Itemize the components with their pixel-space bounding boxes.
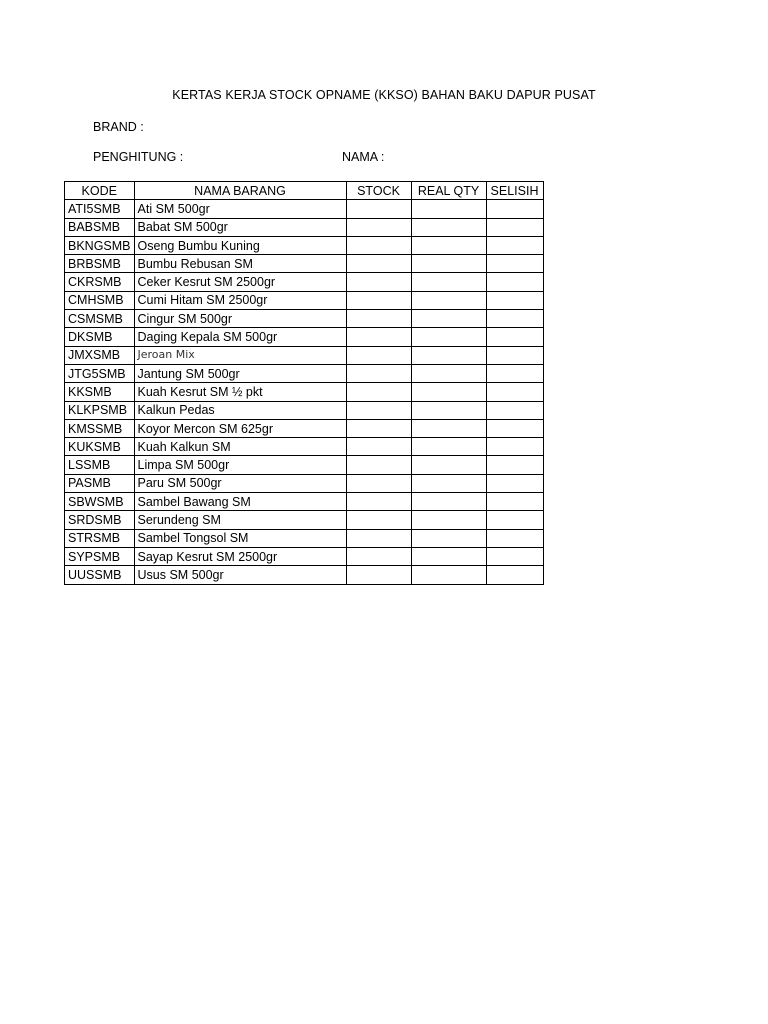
cell-stock	[346, 566, 411, 584]
cell-selisih	[486, 310, 543, 328]
table-row	[65, 438, 544, 456]
cell-stock	[346, 364, 411, 382]
cell-stock	[346, 401, 411, 419]
cell-selisih	[486, 547, 543, 565]
cell-selisih	[486, 566, 543, 584]
cell-nama-barang: Serundeng SM	[134, 511, 346, 529]
cell-real-qty	[411, 273, 486, 291]
cell-selisih	[486, 218, 543, 236]
cell-selisih	[486, 200, 543, 218]
cell-selisih	[486, 383, 543, 401]
cell-kode: CSMSMB	[65, 310, 135, 328]
table-row	[65, 291, 544, 309]
cell-selisih	[486, 493, 543, 511]
stock-opname-table	[64, 181, 544, 585]
table-row	[65, 511, 544, 529]
cell-selisih	[486, 346, 543, 364]
counter-label: PENGHITUNG :	[93, 150, 184, 164]
cell-kode: UUSSMB	[65, 566, 135, 584]
cell-real-qty	[411, 218, 486, 236]
cell-real-qty	[411, 493, 486, 511]
table-row	[65, 566, 544, 584]
cell-real-qty	[411, 456, 486, 474]
cell-nama-barang: Jeroan Mix	[134, 346, 346, 364]
cell-real-qty	[411, 346, 486, 364]
table-row	[65, 200, 544, 218]
cell-selisih	[486, 419, 543, 437]
cell-kode: PASMB	[65, 474, 135, 492]
cell-kode: SYPSMB	[65, 547, 135, 565]
cell-nama-barang: Kalkun Pedas	[134, 401, 346, 419]
table-row	[65, 310, 544, 328]
cell-real-qty	[411, 310, 486, 328]
cell-selisih	[486, 236, 543, 254]
cell-kode: BRBSMB	[65, 255, 135, 273]
cell-stock	[346, 493, 411, 511]
cell-stock	[346, 291, 411, 309]
table-row	[65, 529, 544, 547]
cell-kode: CKRSMB	[65, 273, 135, 291]
cell-real-qty	[411, 474, 486, 492]
cell-selisih	[486, 328, 543, 346]
cell-stock	[346, 346, 411, 364]
cell-real-qty	[411, 419, 486, 437]
cell-selisih	[486, 255, 543, 273]
cell-stock	[346, 218, 411, 236]
cell-kode: DKSMB	[65, 328, 135, 346]
cell-nama-barang: Babat SM 500gr	[134, 218, 346, 236]
table-row	[65, 456, 544, 474]
cell-nama-barang: Paru SM 500gr	[134, 474, 346, 492]
header-nama-barang: NAMA BARANG	[134, 182, 346, 200]
cell-selisih	[486, 511, 543, 529]
cell-kode: SRDSMB	[65, 511, 135, 529]
table-row	[65, 401, 544, 419]
cell-real-qty	[411, 328, 486, 346]
table-row	[65, 218, 544, 236]
cell-stock	[346, 310, 411, 328]
cell-selisih	[486, 291, 543, 309]
table-row	[65, 383, 544, 401]
cell-kode: BKNGSMB	[65, 236, 135, 254]
cell-nama-barang: Kuah Kalkun SM	[134, 438, 346, 456]
cell-stock	[346, 474, 411, 492]
table-row	[65, 419, 544, 437]
cell-nama-barang: Ceker Kesrut SM 2500gr	[134, 273, 346, 291]
cell-nama-barang: Sambel Tongsol SM	[134, 529, 346, 547]
cell-selisih	[486, 474, 543, 492]
cell-real-qty	[411, 364, 486, 382]
cell-nama-barang: Bumbu Rebusan SM	[134, 255, 346, 273]
cell-stock	[346, 236, 411, 254]
cell-nama-barang: Kuah Kesrut SM ½ pkt	[134, 383, 346, 401]
cell-real-qty	[411, 401, 486, 419]
cell-real-qty	[411, 566, 486, 584]
cell-stock	[346, 547, 411, 565]
cell-real-qty	[411, 236, 486, 254]
header-stock: STOCK	[346, 182, 411, 200]
header-real-qty: REAL QTY	[411, 182, 486, 200]
cell-kode: CMHSMB	[65, 291, 135, 309]
cell-nama-barang: Sambel Bawang SM	[134, 493, 346, 511]
cell-stock	[346, 511, 411, 529]
table-row	[65, 255, 544, 273]
cell-real-qty	[411, 255, 486, 273]
document-title: KERTAS KERJA STOCK OPNAME (KKSO) BAHAN BAKU DAPUR PUSAT	[172, 88, 596, 102]
cell-selisih	[486, 273, 543, 291]
cell-selisih	[486, 456, 543, 474]
cell-nama-barang: Daging Kepala SM 500gr	[134, 328, 346, 346]
cell-kode: JMXSMB	[65, 346, 135, 364]
cell-stock	[346, 529, 411, 547]
cell-real-qty	[411, 200, 486, 218]
table-row	[65, 328, 544, 346]
table-row	[65, 493, 544, 511]
cell-nama-barang: Usus SM 500gr	[134, 566, 346, 584]
cell-nama-barang: Sayap Kesrut SM 2500gr	[134, 547, 346, 565]
cell-kode: KLKPSMB	[65, 401, 135, 419]
cell-real-qty	[411, 383, 486, 401]
cell-stock	[346, 328, 411, 346]
cell-stock	[346, 419, 411, 437]
cell-kode: KUKSMB	[65, 438, 135, 456]
cell-stock	[346, 456, 411, 474]
cell-selisih	[486, 401, 543, 419]
cell-kode: STRSMB	[65, 529, 135, 547]
cell-nama-barang: Limpa SM 500gr	[134, 456, 346, 474]
cell-nama-barang: Oseng Bumbu Kuning	[134, 236, 346, 254]
cell-nama-barang: Cingur SM 500gr	[134, 310, 346, 328]
table-row	[65, 474, 544, 492]
table-row	[65, 364, 544, 382]
cell-selisih	[486, 438, 543, 456]
cell-nama-barang: Koyor Mercon SM 625gr	[134, 419, 346, 437]
cell-stock	[346, 273, 411, 291]
cell-kode: ATI5SMB	[65, 200, 135, 218]
cell-real-qty	[411, 291, 486, 309]
table-row	[65, 236, 544, 254]
cell-nama-barang: Cumi Hitam SM 2500gr	[134, 291, 346, 309]
cell-kode: BABSMB	[65, 218, 135, 236]
table-body	[65, 200, 544, 584]
cell-kode: KKSMB	[65, 383, 135, 401]
cell-selisih	[486, 529, 543, 547]
cell-real-qty	[411, 529, 486, 547]
cell-real-qty	[411, 547, 486, 565]
cell-real-qty	[411, 438, 486, 456]
table-row	[65, 547, 544, 565]
cell-nama-barang: Ati SM 500gr	[134, 200, 346, 218]
cell-kode: LSSMB	[65, 456, 135, 474]
table-row	[65, 273, 544, 291]
name-label: NAMA :	[342, 150, 385, 164]
cell-stock	[346, 383, 411, 401]
table-header-row	[65, 182, 544, 200]
cell-kode: SBWSMB	[65, 493, 135, 511]
cell-stock	[346, 200, 411, 218]
cell-kode: JTG5SMB	[65, 364, 135, 382]
header-kode: KODE	[65, 182, 135, 200]
brand-label: BRAND :	[93, 120, 144, 134]
header-selisih: SELISIH	[486, 182, 543, 200]
cell-stock	[346, 255, 411, 273]
cell-kode: KMSSMB	[65, 419, 135, 437]
cell-nama-barang: Jantung SM 500gr	[134, 364, 346, 382]
cell-stock	[346, 438, 411, 456]
cell-selisih	[486, 364, 543, 382]
table-row	[65, 346, 544, 364]
cell-real-qty	[411, 511, 486, 529]
